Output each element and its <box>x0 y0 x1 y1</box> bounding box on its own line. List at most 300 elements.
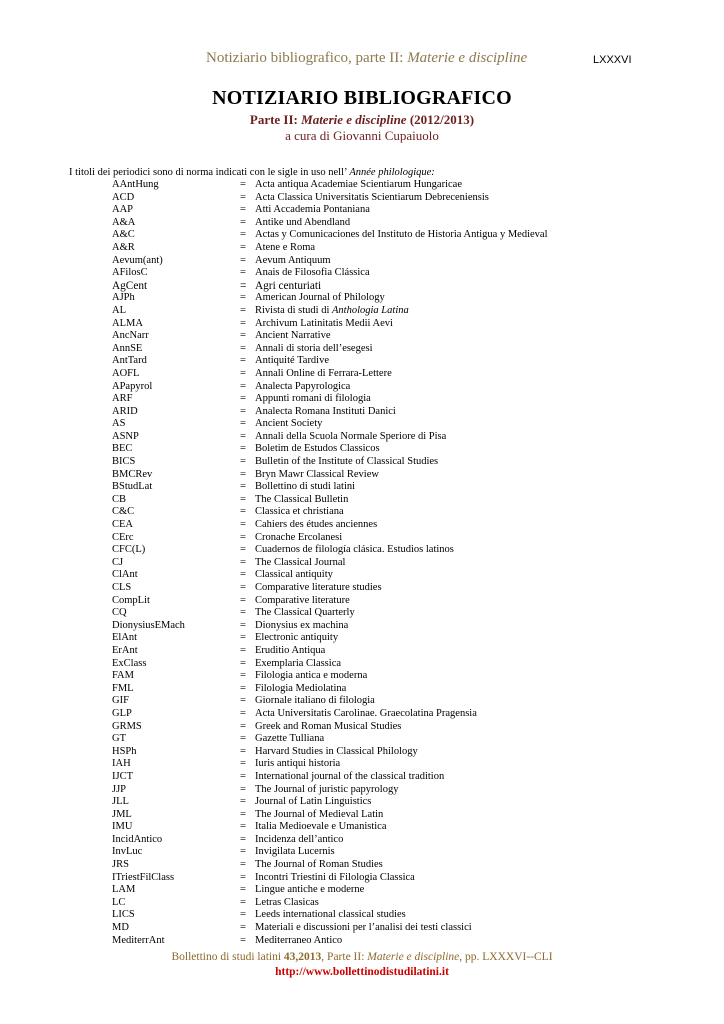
part-prefix: Parte II: <box>249 112 302 127</box>
entry-equals: = <box>240 267 246 279</box>
entry-full-title-text: Agri centuriati <box>255 279 322 292</box>
entry-equals: = <box>240 745 246 757</box>
page-footer <box>0 950 724 980</box>
list-item <box>0 922 724 935</box>
entry-full-title <box>255 557 345 570</box>
list-item <box>0 695 724 708</box>
list-item <box>0 569 724 582</box>
entry-abbreviation: AAP <box>112 204 134 216</box>
entry-equals: = <box>240 405 246 417</box>
entry-equals: = <box>240 292 246 304</box>
entry-equals: = <box>240 934 246 946</box>
list-item <box>0 494 724 507</box>
entry-full-title-text: Aevum Antiquum <box>255 254 331 266</box>
entry-full-title <box>255 192 489 205</box>
entry-abbreviation: ElAnt <box>112 632 138 644</box>
list-item <box>0 872 724 885</box>
entry-full-title-text: Antiquité Tardive <box>255 355 330 367</box>
list-item <box>0 242 724 255</box>
entry-abbreviation: LC <box>112 896 126 908</box>
entry-full-title <box>255 217 350 230</box>
entry-full-title-text: Actas y Comunicaciones del Instituto de Historia Antigua y Medieval <box>255 229 548 241</box>
entry-full-title <box>255 595 350 608</box>
entry-equals: = <box>240 355 246 367</box>
list-item <box>0 318 724 331</box>
list-item <box>0 683 724 696</box>
list-item <box>0 758 724 771</box>
entry-full-title-text: The Classical Bulletin <box>255 493 349 505</box>
entry-full-title <box>255 418 322 431</box>
entry-abbreviation: GRMS <box>112 720 142 732</box>
entry-abbreviation: AgCent <box>112 279 148 292</box>
entry-equals: = <box>240 443 246 455</box>
entry-abbreviation: BEC <box>112 443 133 455</box>
entry-equals: = <box>240 594 246 606</box>
entry-full-title-text: Lingue antiche e moderne <box>255 884 365 896</box>
entry-full-title <box>255 506 344 519</box>
entry-full-title <box>255 368 392 381</box>
entry-full-title-text: Acta antiqua Academiae Scientiarum Hungaricae <box>255 179 462 190</box>
entry-abbreviation: DionysiusEMach <box>112 619 185 631</box>
entry-full-title <box>255 632 338 645</box>
entry-equals: = <box>240 279 247 292</box>
list-item <box>0 532 724 545</box>
entry-full-title-text: The Classical Journal <box>255 556 346 568</box>
entry-abbreviation: AAntHung <box>112 179 159 190</box>
entry-equals: = <box>240 481 246 493</box>
entry-equals: = <box>240 846 246 858</box>
running-head <box>0 50 724 72</box>
list-item <box>0 280 724 293</box>
entry-full-title-text: Bollettino di studi latini <box>255 481 356 493</box>
list-item <box>0 192 724 205</box>
entry-full-title <box>255 620 348 633</box>
entry-equals: = <box>240 204 246 216</box>
entry-equals: = <box>240 644 246 656</box>
list-item <box>0 557 724 570</box>
entry-abbreviation: GIF <box>112 695 129 707</box>
entry-full-title-text: Giornale italiano di filologia <box>255 695 375 707</box>
entry-full-title-text: Comparative literature studies <box>255 582 382 593</box>
entry-full-title-text: Italia Medioevale e Umanistica <box>255 821 387 833</box>
entry-abbreviation: ClAnt <box>112 569 138 581</box>
entry-full-title <box>255 758 340 771</box>
entry-equals: = <box>240 695 246 707</box>
entry-full-title-text: Incontri Triestini di Filologia Classica <box>255 871 415 883</box>
entry-equals: = <box>240 859 246 871</box>
entry-equals: = <box>240 519 246 531</box>
entry-equals: = <box>240 544 246 556</box>
entry-full-title-text: Invigilata Lucernis <box>255 846 335 858</box>
list-item <box>0 330 724 343</box>
list-item <box>0 884 724 897</box>
entry-full-title <box>255 771 444 784</box>
entry-full-title <box>255 884 364 897</box>
list-item <box>0 708 724 721</box>
entry-equals: = <box>240 896 246 908</box>
entry-full-title <box>255 796 371 809</box>
entry-full-title-text: Atene e Roma <box>255 241 316 253</box>
list-item <box>0 179 724 192</box>
entry-full-title-text: Appunti romani di filologia <box>255 393 371 405</box>
entry-equals: = <box>240 380 246 392</box>
entry-full-title <box>255 746 418 759</box>
entry-full-title-text: Annali di storia dell’esegesi <box>255 342 373 354</box>
footer-url-link[interactable]: http://www.bollettinodistudilatini.it <box>275 966 449 978</box>
list-item <box>0 670 724 683</box>
entry-abbreviation: CJ <box>112 556 124 568</box>
entry-abbreviation: FML <box>112 682 134 694</box>
entry-full-title-text: Archivum Latinitatis Medii Aevi <box>255 317 393 329</box>
entry-equals: = <box>240 582 246 593</box>
list-item <box>0 721 724 734</box>
entry-equals: = <box>240 884 246 896</box>
title-block <box>0 86 724 144</box>
entry-abbreviation: CQ <box>112 607 127 619</box>
list-item <box>0 418 724 431</box>
entry-full-title <box>255 343 373 356</box>
entry-equals: = <box>240 556 246 568</box>
entry-full-title-text: Incidenza dell’antico <box>255 833 344 845</box>
entry-equals: = <box>240 569 246 581</box>
entry-full-title-text: Eruditio Antiqua <box>255 644 326 656</box>
list-item <box>0 267 724 280</box>
entry-full-title-text: The Journal of Roman Studies <box>255 859 383 871</box>
list-item <box>0 784 724 797</box>
list-item <box>0 935 724 948</box>
entry-full-title-italic: Anthologia Latina <box>332 304 409 316</box>
entry-full-title-text: Dionysius ex machina <box>255 619 349 631</box>
entry-abbreviation: AS <box>112 418 126 430</box>
entry-full-title <box>255 179 462 192</box>
entry-full-title <box>255 481 355 494</box>
entry-full-title <box>255 645 325 658</box>
list-item <box>0 632 724 645</box>
entry-full-title <box>255 318 393 331</box>
list-item <box>0 506 724 519</box>
list-item <box>0 368 724 381</box>
entry-equals: = <box>240 468 246 480</box>
entry-abbreviation: CB <box>112 493 127 505</box>
entry-full-title-text: Atti Accademia Pontaniana <box>255 204 370 216</box>
part-italic: Materie e discipline <box>301 112 407 127</box>
entry-full-title <box>255 909 406 922</box>
entry-equals: = <box>240 241 246 253</box>
entry-abbreviation: IAH <box>112 758 131 770</box>
entry-equals: = <box>240 179 246 190</box>
footer-citation <box>0 950 724 965</box>
entry-equals: = <box>240 808 246 820</box>
page-number: LXXXVI <box>593 54 632 66</box>
entry-full-title-text: Gazette Tulliana <box>255 733 325 745</box>
entry-full-title-text: Exemplaria Classica <box>255 657 342 669</box>
entry-full-title <box>255 267 370 280</box>
list-item <box>0 746 724 759</box>
entry-equals: = <box>240 506 246 518</box>
entry-full-title-text: Annali della Scuola Normale Speriore di Pisa <box>255 430 447 442</box>
entry-equals: = <box>240 317 246 329</box>
entry-abbreviation: AJPh <box>112 292 135 304</box>
entry-full-title <box>255 658 341 671</box>
entry-abbreviation: APapyrol <box>112 380 153 392</box>
list-item <box>0 469 724 482</box>
entry-equals: = <box>240 707 246 719</box>
entry-equals: = <box>240 871 246 883</box>
entry-full-title-text: The Journal of Medieval Latin <box>255 808 384 820</box>
entry-full-title-text: Leeds international classical studies <box>255 909 406 921</box>
entry-abbreviation: ErAnt <box>112 644 138 656</box>
entry-abbreviation: JML <box>112 808 132 820</box>
entry-full-title <box>255 393 371 406</box>
entry-full-title-text: Iuris antiqui historia <box>255 758 341 770</box>
entry-equals: = <box>240 922 246 934</box>
list-item <box>0 658 724 671</box>
entry-abbreviation: CLS <box>112 582 132 593</box>
list-item <box>0 607 724 620</box>
running-title-prefix: Notiziario bibliografico, parte II: <box>206 50 408 66</box>
entry-equals: = <box>240 531 246 543</box>
entry-full-title <box>255 292 385 305</box>
entry-abbreviation: MediterrAnt <box>112 934 165 946</box>
entry-equals: = <box>240 632 246 644</box>
list-item <box>0 796 724 809</box>
entry-abbreviation: GLP <box>112 707 132 719</box>
list-item <box>0 393 724 406</box>
entry-abbreviation: IJCT <box>112 770 133 782</box>
entry-equals: = <box>240 833 246 845</box>
list-item <box>0 204 724 217</box>
entry-abbreviation: CFC(L) <box>112 544 146 556</box>
entry-full-title <box>255 897 319 910</box>
list-item <box>0 217 724 230</box>
list-item <box>0 355 724 368</box>
entry-abbreviation: ASNP <box>112 430 139 442</box>
entry-full-title <box>255 532 342 545</box>
entry-abbreviation: A&R <box>112 241 135 253</box>
entry-abbreviation: AL <box>112 304 126 316</box>
entry-equals: = <box>240 304 246 316</box>
list-item <box>0 443 724 456</box>
entry-full-title-text: Analecta Romana Instituti Danici <box>255 405 396 417</box>
entry-full-title <box>255 456 438 469</box>
running-title-italic: Materie e discipline <box>407 50 528 66</box>
entry-full-title-text: Annali Online di Ferrara-Lettere <box>255 367 392 379</box>
entry-full-title <box>255 846 335 859</box>
entry-equals: = <box>240 254 246 266</box>
entry-abbreviation: LAM <box>112 884 136 896</box>
entry-full-title-text: International journal of the classical tradition <box>255 770 445 782</box>
entry-equals: = <box>240 216 246 228</box>
abbreviation-list <box>0 179 724 947</box>
entry-full-title-text: Cahiers des études anciennes <box>255 519 378 531</box>
entry-equals: = <box>240 430 246 442</box>
entry-full-title <box>255 721 401 734</box>
entry-abbreviation: IMU <box>112 821 133 833</box>
entry-equals: = <box>240 821 246 833</box>
entry-full-title <box>255 443 380 456</box>
entry-full-title-text: Classical antiquity <box>255 569 333 581</box>
entry-full-title-text: Harvard Studies in Classical Philology <box>255 745 418 757</box>
entry-full-title <box>255 305 409 318</box>
list-item <box>0 431 724 444</box>
entry-full-title-text: Analecta Papyrologica <box>255 380 351 392</box>
entry-abbreviation: ExClass <box>112 657 147 669</box>
entry-abbreviation: A&C <box>112 229 135 241</box>
entry-full-title <box>255 670 367 683</box>
entry-full-title <box>255 569 333 582</box>
entry-full-title <box>255 229 547 242</box>
entry-equals: = <box>240 456 246 468</box>
entry-abbreviation: GT <box>112 733 126 745</box>
list-item <box>0 544 724 557</box>
entry-equals: = <box>240 367 246 379</box>
entry-full-title <box>255 708 477 721</box>
entry-abbreviation: IncidAntico <box>112 833 163 845</box>
entry-abbreviation: CEA <box>112 519 133 531</box>
list-item <box>0 834 724 847</box>
intro-text <box>69 166 435 179</box>
list-item <box>0 343 724 356</box>
entry-full-title-text: Letras Clasicas <box>255 896 319 908</box>
entry-full-title-text: Acta Universitatis Carolinae. Graecolatina Pragensia <box>255 707 477 719</box>
entry-full-title <box>255 519 377 532</box>
entry-full-title <box>255 406 396 419</box>
entry-full-title-text: Electronic antiquity <box>255 632 339 644</box>
entry-abbreviation: BStudLat <box>112 481 153 493</box>
entry-abbreviation: A&A <box>112 216 136 228</box>
entry-full-title-text: Greek and Roman Musical Studies <box>255 720 402 732</box>
entry-equals: = <box>240 796 246 808</box>
part-subtitle <box>0 112 724 128</box>
entry-full-title <box>255 255 331 268</box>
entry-equals: = <box>240 607 246 619</box>
entry-abbreviation: CompLit <box>112 594 150 606</box>
footer-italic: Materie e discipline <box>367 951 460 963</box>
entry-full-title-text: Antike und Abendland <box>255 216 351 228</box>
entry-full-title <box>255 330 331 343</box>
entry-full-title-text: Materiali e discussioni per l’analisi dei testi classici <box>255 922 472 934</box>
entry-full-title-text: Cronache Ercolanesi <box>255 531 343 543</box>
entry-full-title-text: Ancient Narrative <box>255 330 331 342</box>
entry-full-title <box>255 582 382 595</box>
entry-abbreviation: CErc <box>112 531 134 543</box>
list-item <box>0 456 724 469</box>
list-item <box>0 846 724 859</box>
entry-abbreviation: C&C <box>112 506 135 518</box>
list-item <box>0 582 724 595</box>
entry-abbreviation: ACD <box>112 191 135 203</box>
entry-equals: = <box>240 909 246 921</box>
entry-equals: = <box>240 720 246 732</box>
entry-equals: = <box>240 619 246 631</box>
entry-equals: = <box>240 493 246 505</box>
list-item <box>0 909 724 922</box>
list-item <box>0 809 724 822</box>
list-item <box>0 620 724 633</box>
running-title <box>206 50 527 67</box>
entry-abbreviation: AntTard <box>112 355 147 367</box>
list-item <box>0 897 724 910</box>
entry-abbreviation: Aevum(ant) <box>112 254 163 266</box>
editor-line: a cura di Giovanni Cupaiuolo <box>285 128 439 143</box>
entry-equals: = <box>240 229 246 241</box>
list-item <box>0 821 724 834</box>
entry-full-title <box>255 204 370 217</box>
entry-full-title <box>255 469 379 482</box>
entry-full-title-text: Rivista di studi di <box>255 304 333 316</box>
entry-abbreviation: BICS <box>112 456 136 468</box>
entry-abbreviation: AFilosC <box>112 267 148 279</box>
entry-full-title <box>255 821 387 834</box>
footer-volume: 43,2013 <box>283 951 322 963</box>
entry-abbreviation: ARF <box>112 393 133 405</box>
entry-full-title <box>255 859 383 872</box>
entry-full-title-text: The Classical Quarterly <box>255 607 355 619</box>
entry-equals: = <box>240 770 246 782</box>
entry-full-title-text: Boletim de Estudos Classicos <box>255 443 380 455</box>
footer-suffix: , pp. LXXXVI--CLI <box>459 951 553 963</box>
entry-full-title-text: Cuadernos de filología clásica. Estudios latinos <box>255 544 454 556</box>
entry-equals: = <box>240 783 246 795</box>
entry-full-title <box>255 784 398 797</box>
entry-abbreviation: ARID <box>112 405 138 417</box>
entry-full-title-text: The Journal of juristic papyrology <box>255 783 399 795</box>
entry-full-title <box>255 695 375 708</box>
entry-equals: = <box>240 758 246 770</box>
list-item <box>0 519 724 532</box>
list-item <box>0 859 724 872</box>
entry-abbreviation: AOFL <box>112 367 140 379</box>
list-item <box>0 406 724 419</box>
entry-full-title-text: Filologia Mediolatina <box>255 682 347 694</box>
entry-full-title <box>255 935 342 948</box>
entry-abbreviation: MD <box>112 922 129 934</box>
entry-full-title <box>255 494 348 507</box>
entry-full-title-text: Journal of Latin Linguistics <box>255 796 372 808</box>
entry-full-title <box>255 872 415 885</box>
intro-plain: I titoli dei periodici sono di norma indicati con le sigle in uso nell’ <box>69 167 350 178</box>
list-item <box>0 481 724 494</box>
entry-equals: = <box>240 393 246 405</box>
list-item <box>0 292 724 305</box>
page-title: NOTIZIARIO BIBLIOGRAFICO <box>212 87 512 109</box>
entry-full-title-text: Bulletin of the Institute of Classical Studies <box>255 456 439 468</box>
entry-full-title <box>255 381 350 394</box>
entry-abbreviation: AncNarr <box>112 330 149 342</box>
list-item <box>0 733 724 746</box>
list-item <box>0 305 724 318</box>
list-item <box>0 255 724 268</box>
entry-full-title <box>255 607 355 620</box>
entry-equals: = <box>240 342 246 354</box>
entry-full-title-text: Mediterraneo Antico <box>255 934 343 946</box>
entry-full-title-text: Acta Classica Universitatis Scientiarum Debreceniensis <box>255 191 489 203</box>
entry-abbreviation: FAM <box>112 670 134 682</box>
entry-full-title <box>255 683 346 696</box>
entry-abbreviation: BMCRev <box>112 468 153 480</box>
entry-equals: = <box>240 682 246 694</box>
list-item <box>0 645 724 658</box>
intro-italic: Année philologique: <box>349 167 435 178</box>
entry-equals: = <box>240 657 246 669</box>
entry-equals: = <box>240 191 246 203</box>
entry-full-title-text: Ancient Society <box>255 418 323 430</box>
footer-mid: , Parte II: <box>321 951 368 963</box>
entry-full-title-text: Filologia antica e moderna <box>255 670 368 682</box>
list-item <box>0 229 724 242</box>
entry-full-title <box>255 809 383 822</box>
list-item <box>0 595 724 608</box>
